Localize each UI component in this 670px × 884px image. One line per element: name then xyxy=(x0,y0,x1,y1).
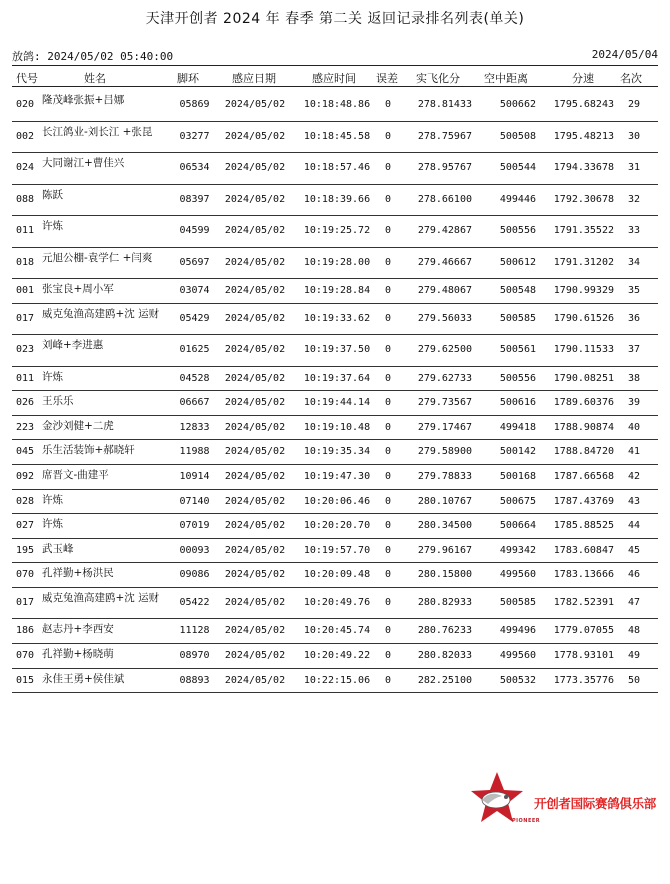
row-distance: 500616 xyxy=(499,397,536,409)
table-row xyxy=(12,588,658,620)
table-row xyxy=(12,122,658,154)
row-name: 刘峰+李进惠 xyxy=(42,339,104,352)
row-name: 许炼 xyxy=(42,493,63,506)
row-distance: 500664 xyxy=(499,520,536,532)
row-name: 威克兔渔高建鸥+沈 运财 xyxy=(42,591,160,604)
row-speed: 1785.88525 xyxy=(553,520,614,532)
row-fly-score: 279.42867 xyxy=(417,225,472,236)
row-speed: 1790.99329 xyxy=(553,285,614,296)
row-speed: 1788.84720 xyxy=(553,446,614,458)
row-ring: 05697 xyxy=(179,256,210,268)
table-row xyxy=(12,514,658,539)
row-time: 10:20:45.74 xyxy=(303,625,371,637)
row-ring: 08397 xyxy=(179,193,210,205)
row-time: 10:19:33.62 xyxy=(303,312,371,324)
row-date: 2024/05/02 xyxy=(224,569,286,581)
table-row xyxy=(12,304,658,336)
release-time: 放鸽: 2024/05/02 05:40:00 xyxy=(12,50,174,63)
row-time: 10:20:49.76 xyxy=(303,596,371,608)
row-distance: 499560 xyxy=(499,650,536,662)
row-distance: 500556 xyxy=(499,225,536,236)
row-fly-score: 279.48067 xyxy=(417,285,472,296)
row-error: 0 xyxy=(384,256,392,268)
row-time: 10:19:28.84 xyxy=(303,285,371,296)
results-table xyxy=(12,90,658,693)
row-rank: 31 xyxy=(627,162,640,173)
row-error: 0 xyxy=(384,495,392,507)
row-distance: 500544 xyxy=(499,162,536,173)
row-distance: 499496 xyxy=(499,625,536,637)
row-code: 088 xyxy=(16,193,35,205)
row-speed: 1790.08251 xyxy=(553,372,614,384)
table-row xyxy=(12,335,658,367)
row-time: 10:19:44.14 xyxy=(303,397,371,409)
row-date: 2024/05/02 xyxy=(224,596,286,608)
row-time: 10:20:49.22 xyxy=(303,650,371,662)
row-speed: 1790.61526 xyxy=(553,312,614,324)
row-speed: 1788.90874 xyxy=(553,421,614,433)
row-time: 10:18:48.86 xyxy=(303,99,371,110)
row-speed: 1783.13666 xyxy=(553,569,614,581)
row-rank: 44 xyxy=(627,520,640,532)
row-ring: 11988 xyxy=(179,446,210,458)
row-error: 0 xyxy=(384,99,392,110)
row-error: 0 xyxy=(384,225,392,236)
row-time: 10:20:20.70 xyxy=(303,520,371,532)
row-name: 金沙刘健+二虎 xyxy=(42,419,114,432)
row-name: 威克兔渔高建鸥+沈 运财 xyxy=(42,307,160,320)
table-row xyxy=(12,153,658,185)
row-distance: 500532 xyxy=(499,674,536,686)
row-name: 许炼 xyxy=(42,220,63,232)
row-rank: 30 xyxy=(627,130,640,142)
row-speed: 1779.07055 xyxy=(553,625,614,637)
row-speed: 1789.60376 xyxy=(553,397,614,409)
row-fly-score: 278.81433 xyxy=(417,99,472,110)
row-date: 2024/05/02 xyxy=(224,421,286,433)
header-rank: 名次 xyxy=(620,72,642,85)
row-error: 0 xyxy=(384,372,392,384)
row-date: 2024/05/02 xyxy=(224,520,286,532)
row-fly-score: 279.58900 xyxy=(417,446,472,458)
table-row xyxy=(12,248,658,280)
row-distance: 500556 xyxy=(499,372,536,384)
row-distance: 499418 xyxy=(499,421,536,433)
row-date: 2024/05/02 xyxy=(224,674,286,686)
logo-caption: PIONEER xyxy=(512,818,541,824)
row-error: 0 xyxy=(384,446,392,458)
row-date: 2024/05/02 xyxy=(224,446,286,458)
row-name: 陈跃 xyxy=(42,188,63,201)
table-header xyxy=(12,70,658,84)
header-name: 姓名 xyxy=(84,72,106,85)
table-row xyxy=(12,416,658,441)
table-row xyxy=(12,539,658,564)
row-code: 028 xyxy=(16,495,35,507)
row-name: 长江鸽业-刘长江 +张昆 xyxy=(42,125,153,138)
row-ring: 09086 xyxy=(179,569,210,581)
row-code: 223 xyxy=(16,421,35,433)
row-speed: 1790.11533 xyxy=(553,344,614,356)
row-fly-score: 279.17467 xyxy=(417,421,472,433)
row-date: 2024/05/02 xyxy=(224,625,286,637)
row-time: 10:22:15.06 xyxy=(303,674,371,686)
row-code: 027 xyxy=(16,520,35,532)
row-speed: 1795.48213 xyxy=(553,130,614,142)
row-error: 0 xyxy=(384,470,392,482)
row-name: 许炼 xyxy=(42,370,63,383)
table-row xyxy=(12,367,658,392)
row-fly-score: 279.56033 xyxy=(417,312,472,324)
row-error: 0 xyxy=(384,674,392,686)
row-error: 0 xyxy=(384,285,392,296)
row-date: 2024/05/02 xyxy=(224,130,286,142)
row-fly-score: 280.82933 xyxy=(417,596,472,608)
row-distance: 500561 xyxy=(499,344,536,356)
header-ring: 脚环 xyxy=(177,72,199,85)
table-row xyxy=(12,619,658,644)
header-error: 误差 xyxy=(376,72,398,85)
table-row xyxy=(12,563,658,588)
row-rank: 38 xyxy=(627,372,640,384)
table-row xyxy=(12,490,658,515)
report-date: 2024/05/04 xyxy=(591,48,658,61)
row-rank: 48 xyxy=(627,625,640,637)
row-error: 0 xyxy=(384,544,392,556)
row-code: 002 xyxy=(16,130,35,142)
row-name: 许炼 xyxy=(42,518,63,531)
row-code: 017 xyxy=(16,596,35,608)
row-distance: 499446 xyxy=(499,193,536,205)
row-name: 张宝良+周小军 xyxy=(42,283,114,295)
row-fly-score: 279.46667 xyxy=(417,256,472,268)
row-time: 10:19:37.64 xyxy=(303,372,371,384)
row-code: 070 xyxy=(16,569,35,581)
row-error: 0 xyxy=(384,650,392,662)
row-rank: 34 xyxy=(627,256,640,268)
row-speed: 1778.93101 xyxy=(553,650,614,662)
table-row xyxy=(12,185,658,217)
table-row xyxy=(12,279,658,304)
row-date: 2024/05/02 xyxy=(224,495,286,507)
row-fly-score: 282.25100 xyxy=(417,674,472,686)
club-name: 开创者国际赛鸽俱乐部 xyxy=(534,796,657,811)
header-bottom-rule xyxy=(12,86,658,87)
row-time: 10:18:45.58 xyxy=(303,130,371,142)
row-speed: 1787.66568 xyxy=(553,470,614,482)
row-name: 王乐乐 xyxy=(42,395,74,408)
row-rank: 36 xyxy=(627,312,640,324)
row-fly-score: 280.15800 xyxy=(417,569,472,581)
row-date: 2024/05/02 xyxy=(224,162,286,173)
row-error: 0 xyxy=(384,344,392,356)
row-name: 赵志丹+李西安 xyxy=(42,623,114,636)
row-distance: 500585 xyxy=(499,312,536,324)
table-row xyxy=(12,440,658,465)
row-distance: 500585 xyxy=(499,596,536,608)
row-time: 10:20:09.48 xyxy=(303,569,371,581)
row-ring: 05422 xyxy=(179,596,210,608)
row-code: 011 xyxy=(16,372,35,384)
header-speed: 分速 xyxy=(572,72,594,85)
header-code: 代号 xyxy=(16,72,38,85)
row-fly-score: 278.75967 xyxy=(417,130,472,142)
table-row xyxy=(12,90,658,122)
row-fly-score: 280.34500 xyxy=(417,520,472,532)
row-time: 10:18:39.66 xyxy=(303,193,371,205)
row-error: 0 xyxy=(384,596,392,608)
row-speed: 1791.35522 xyxy=(553,225,614,236)
row-error: 0 xyxy=(384,397,392,409)
row-date: 2024/05/02 xyxy=(224,99,286,110)
row-fly-score: 279.96167 xyxy=(417,544,472,556)
row-ring: 01625 xyxy=(179,344,210,356)
row-ring: 07019 xyxy=(179,520,210,532)
header-date: 感应日期 xyxy=(232,72,276,85)
row-date: 2024/05/02 xyxy=(224,225,286,236)
club-logo xyxy=(468,770,658,826)
row-fly-score: 280.82033 xyxy=(417,650,472,662)
row-time: 10:18:57.46 xyxy=(303,162,371,173)
row-distance: 500168 xyxy=(499,470,536,482)
row-date: 2024/05/02 xyxy=(224,256,286,268)
meta-line xyxy=(12,48,658,64)
row-distance: 499342 xyxy=(499,544,536,556)
row-distance: 500612 xyxy=(499,256,536,268)
header-top-rule xyxy=(12,65,658,66)
row-distance: 499560 xyxy=(499,569,536,581)
row-fly-score: 279.62733 xyxy=(417,372,472,384)
row-date: 2024/05/02 xyxy=(224,544,286,556)
header-distance: 空中距离 xyxy=(484,72,528,85)
row-code: 186 xyxy=(16,625,35,637)
row-fly-score: 280.10767 xyxy=(417,495,472,507)
table-row xyxy=(12,669,658,694)
row-code: 017 xyxy=(16,312,35,324)
row-error: 0 xyxy=(384,312,392,324)
row-time: 10:19:57.70 xyxy=(303,544,371,556)
row-code: 026 xyxy=(16,397,35,409)
row-date: 2024/05/02 xyxy=(224,285,286,296)
row-time: 10:19:47.30 xyxy=(303,470,371,482)
row-rank: 35 xyxy=(627,285,640,296)
row-date: 2024/05/02 xyxy=(224,397,286,409)
row-ring: 07140 xyxy=(179,495,210,507)
row-ring: 06667 xyxy=(179,397,210,409)
row-date: 2024/05/02 xyxy=(224,650,286,662)
row-speed: 1782.52391 xyxy=(553,596,614,608)
row-fly-score: 278.66100 xyxy=(417,193,472,205)
row-name: 孔祥勤+杨洪民 xyxy=(42,567,114,580)
row-rank: 33 xyxy=(627,225,640,236)
row-date: 2024/05/02 xyxy=(224,470,286,482)
row-error: 0 xyxy=(384,569,392,581)
row-code: 024 xyxy=(16,162,35,173)
row-fly-score: 278.95767 xyxy=(417,162,472,173)
row-speed: 1773.35776 xyxy=(553,674,614,686)
header-time: 感应时间 xyxy=(312,72,356,85)
row-rank: 37 xyxy=(627,344,640,356)
row-date: 2024/05/02 xyxy=(224,193,286,205)
row-name: 武玉峰 xyxy=(42,542,74,555)
row-rank: 29 xyxy=(627,99,640,110)
row-distance: 500662 xyxy=(499,99,536,110)
row-time: 10:19:10.48 xyxy=(303,421,371,433)
row-distance: 500508 xyxy=(499,130,536,142)
row-rank: 41 xyxy=(627,446,640,458)
row-speed: 1794.33678 xyxy=(553,162,614,173)
row-code: 045 xyxy=(16,446,35,458)
row-fly-score: 279.73567 xyxy=(417,397,472,409)
row-ring: 03074 xyxy=(179,285,210,296)
row-rank: 43 xyxy=(627,495,640,507)
row-rank: 42 xyxy=(627,470,640,482)
page-title: 天津开创者 2024 年 春季 第二关 返回记录排名列表(单关) xyxy=(145,11,525,27)
row-distance: 500675 xyxy=(499,495,536,507)
row-distance: 500548 xyxy=(499,285,536,296)
row-speed: 1795.68243 xyxy=(553,99,614,110)
row-time: 10:19:35.34 xyxy=(303,446,371,458)
row-date: 2024/05/02 xyxy=(224,312,286,324)
row-rank: 50 xyxy=(627,674,640,686)
row-rank: 32 xyxy=(627,193,640,205)
row-name: 孔祥勤+杨晓萌 xyxy=(42,648,114,661)
row-rank: 40 xyxy=(627,421,640,433)
row-error: 0 xyxy=(384,193,392,205)
row-code: 023 xyxy=(16,344,35,356)
row-fly-score: 280.76233 xyxy=(417,625,472,637)
row-code: 092 xyxy=(16,470,35,482)
row-error: 0 xyxy=(384,162,392,173)
row-ring: 03277 xyxy=(179,130,210,142)
row-name: 席晋文-曲建平 xyxy=(42,468,109,481)
row-name: 元旭公棚-袁学仁 +闫爽 xyxy=(42,251,153,264)
row-code: 020 xyxy=(16,99,35,110)
row-rank: 39 xyxy=(627,397,640,409)
table-row xyxy=(12,216,658,248)
row-code: 018 xyxy=(16,256,35,268)
row-ring: 00093 xyxy=(179,544,210,556)
row-time: 10:20:06.46 xyxy=(303,495,371,507)
row-name: 大同谢江+曹佳兴 xyxy=(42,157,125,169)
row-date: 2024/05/02 xyxy=(224,344,286,356)
row-speed: 1783.60847 xyxy=(553,544,614,556)
row-error: 0 xyxy=(384,130,392,142)
row-ring: 08970 xyxy=(179,650,210,662)
row-error: 0 xyxy=(384,421,392,433)
row-ring: 04528 xyxy=(179,372,210,384)
row-name: 永佳王勇+侯佳斌 xyxy=(42,672,125,685)
row-error: 0 xyxy=(384,520,392,532)
row-ring: 04599 xyxy=(179,225,210,236)
row-code: 070 xyxy=(16,650,35,662)
row-ring: 12833 xyxy=(179,421,210,433)
row-distance: 500142 xyxy=(499,446,536,458)
row-fly-score: 279.78833 xyxy=(417,470,472,482)
row-speed: 1792.30678 xyxy=(553,193,614,205)
row-ring: 05429 xyxy=(179,312,210,324)
row-name: 乐生活装饰+郝晓轩 xyxy=(42,444,135,457)
row-ring: 08893 xyxy=(179,674,210,686)
row-time: 10:19:25.72 xyxy=(303,225,371,236)
row-speed: 1787.43769 xyxy=(553,495,614,507)
row-rank: 45 xyxy=(627,544,640,556)
row-code: 015 xyxy=(16,674,35,686)
table-row xyxy=(12,644,658,669)
row-time: 10:19:37.50 xyxy=(303,344,371,356)
table-row xyxy=(12,465,658,490)
row-code: 001 xyxy=(16,285,35,296)
row-name: 隆茂峰张振+吕娜 xyxy=(42,94,125,106)
row-rank: 49 xyxy=(627,650,640,662)
row-code: 195 xyxy=(16,544,35,556)
row-ring: 06534 xyxy=(179,162,210,173)
row-time: 10:19:28.00 xyxy=(303,256,371,268)
header-fly: 实飞化分 xyxy=(416,72,460,85)
row-ring: 05869 xyxy=(179,99,210,110)
row-rank: 47 xyxy=(627,596,640,608)
row-code: 011 xyxy=(16,225,35,236)
row-ring: 10914 xyxy=(179,470,210,482)
row-ring: 11128 xyxy=(179,625,210,637)
row-error: 0 xyxy=(384,625,392,637)
table-row xyxy=(12,391,658,416)
row-speed: 1791.31202 xyxy=(553,256,614,268)
row-date: 2024/05/02 xyxy=(224,372,286,384)
row-fly-score: 279.62500 xyxy=(417,344,472,356)
row-rank: 46 xyxy=(627,569,640,581)
